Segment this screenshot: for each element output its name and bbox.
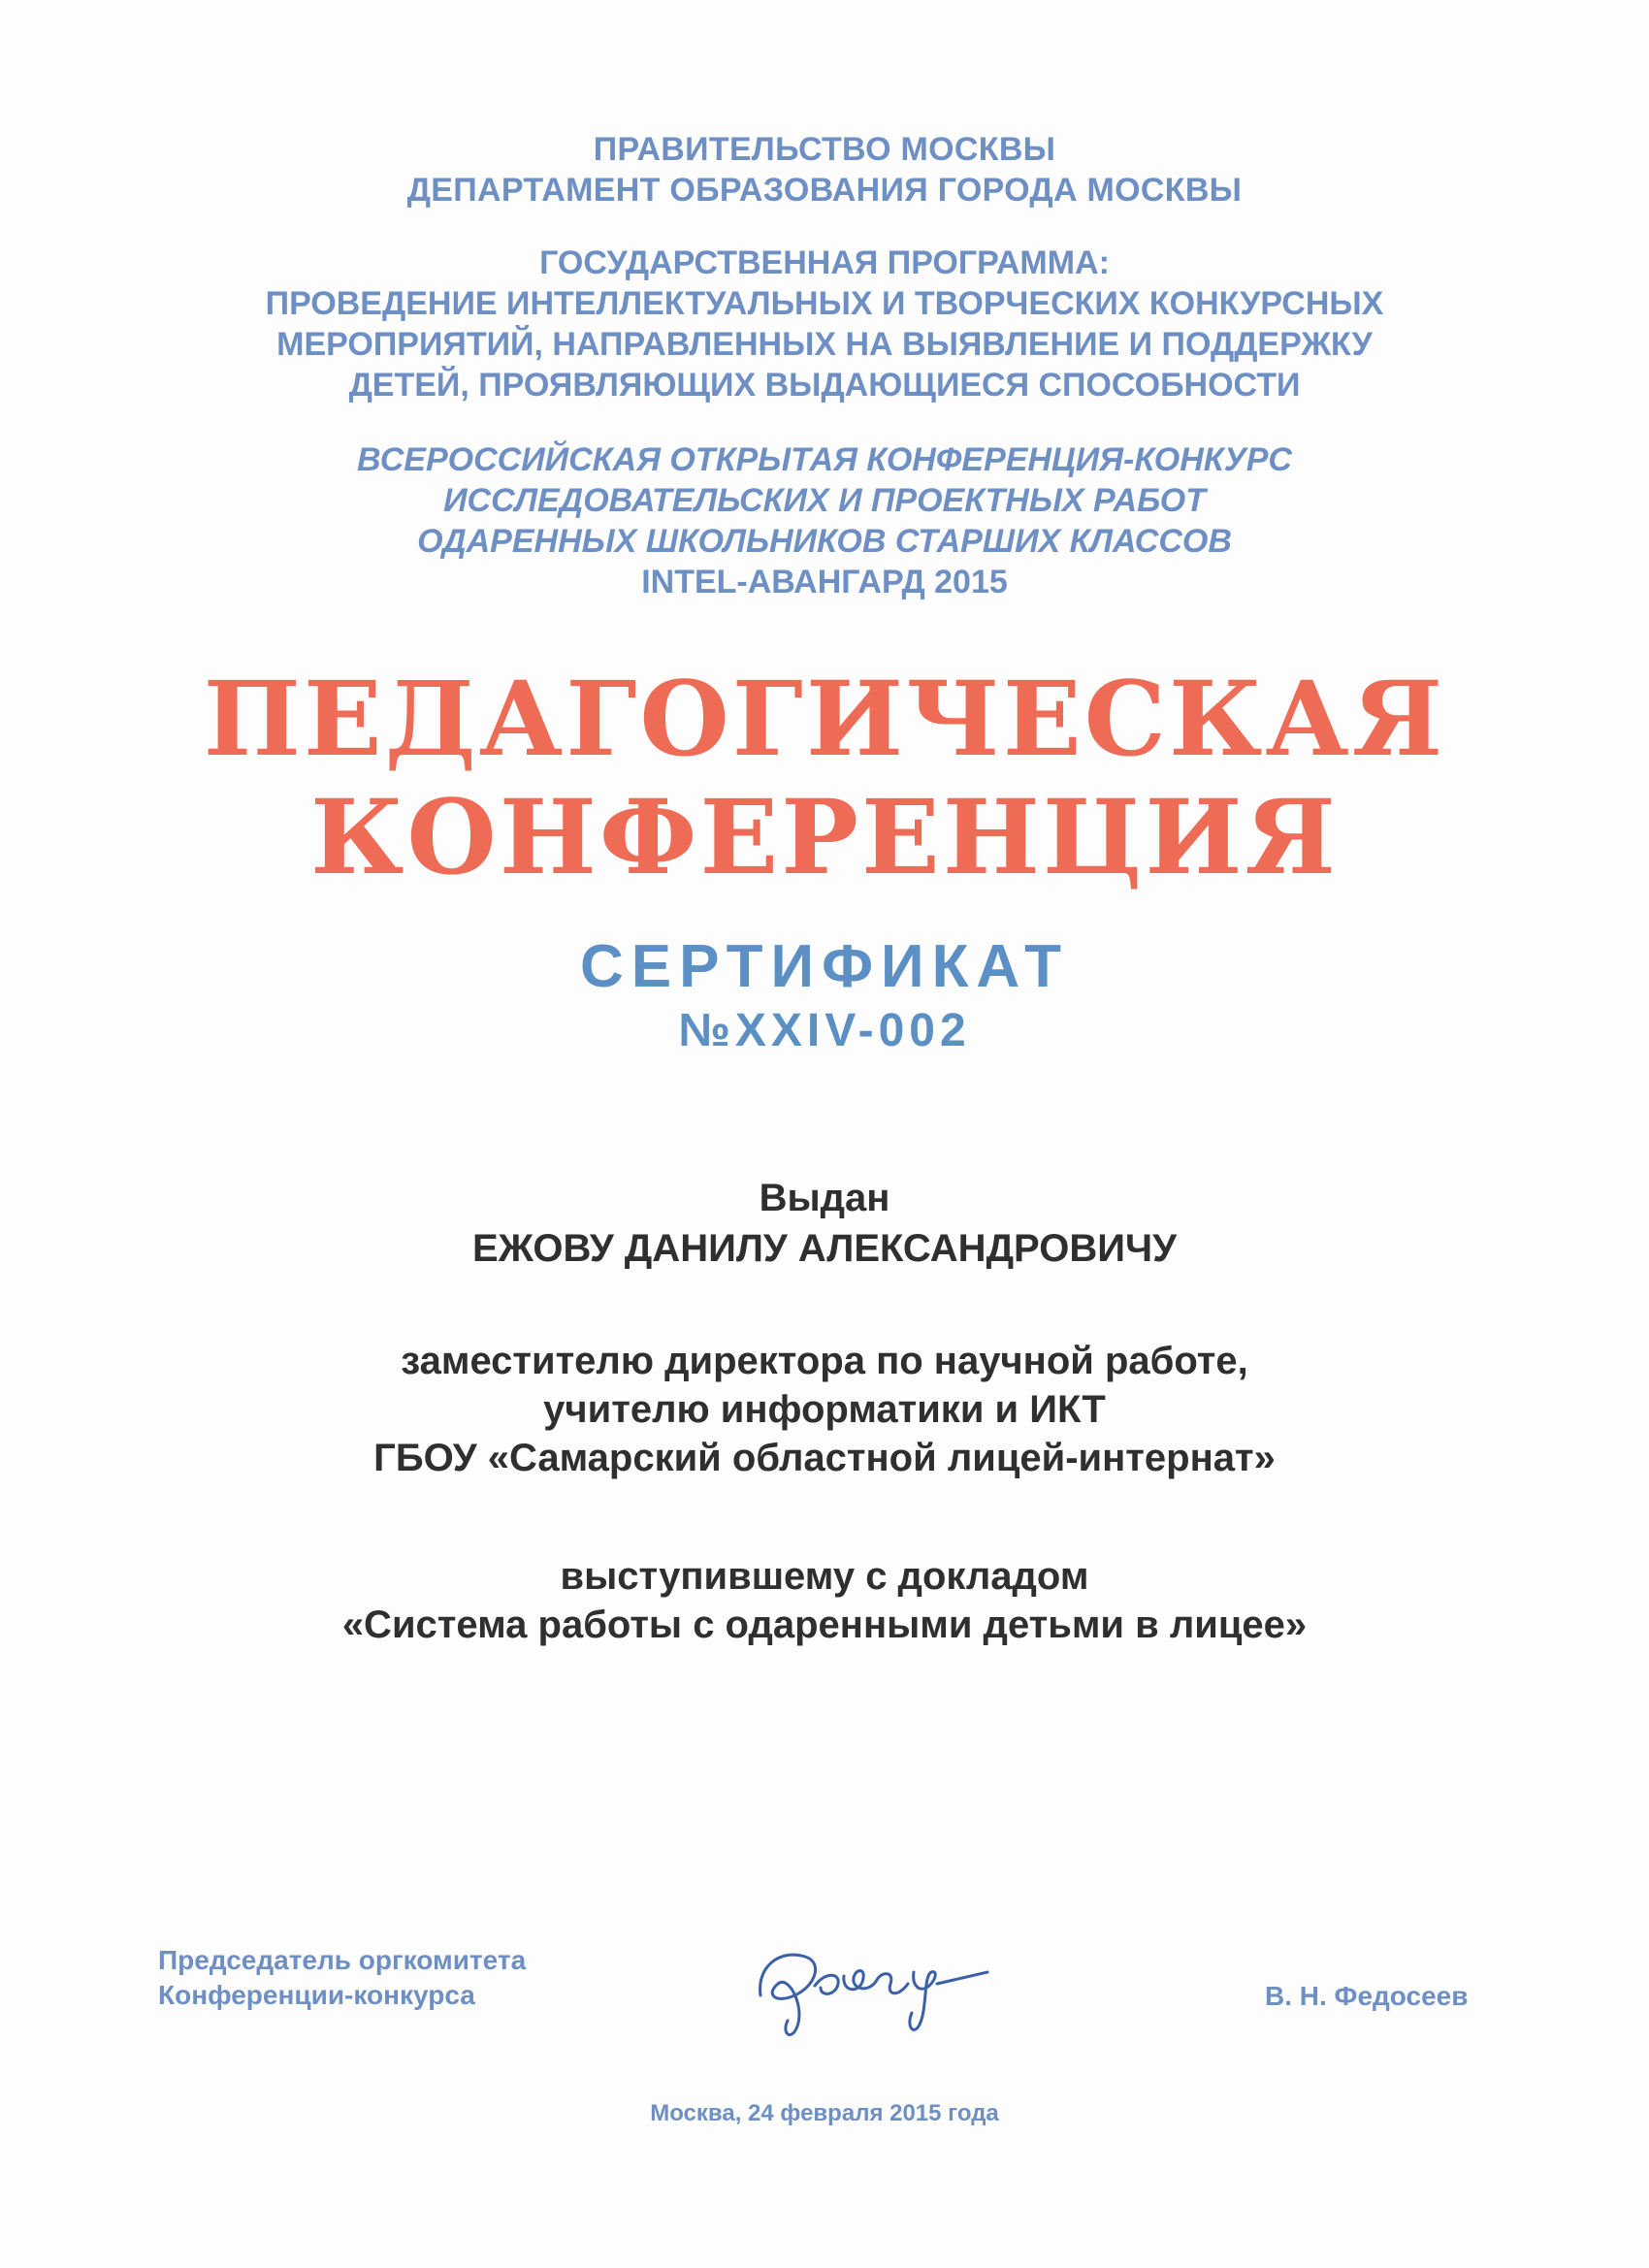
signer-name: В. Н. Федосеев bbox=[1265, 1981, 1469, 2011]
report-block bbox=[0, 1552, 1649, 1649]
report-title: «Система работы с одаренными детьми в лицее» bbox=[341, 1604, 1308, 1646]
contest-line: ВСЕРОССИЙСКАЯ ОТКРЫТАЯ КОНФЕРЕНЦИЯ-КОНКУРС bbox=[357, 441, 1292, 478]
position-line: учителю информатики и ИКТ bbox=[543, 1388, 1106, 1431]
department-name: ДЕПАРТАМЕНТ ОБРАЗОВАНИЯ ГОРОДА МОСКВЫ bbox=[406, 172, 1243, 209]
position-line: ГБОУ «Самарский областной лицей-интернат» bbox=[373, 1437, 1276, 1479]
issued-label: Выдан bbox=[759, 1177, 890, 1219]
title-line: ПЕДАГОГИЧЕСКАЯ bbox=[203, 658, 1446, 779]
recipient-position bbox=[0, 1337, 1649, 1482]
handwritten-signature bbox=[747, 1916, 999, 2052]
contest-block bbox=[0, 439, 1649, 602]
contest-line: INTEL-АВАНГАРД 2015 bbox=[641, 564, 1008, 600]
contest-line: ОДАРЕННЫХ ШКОЛЬНИКОВ СТАРШИХ КЛАССОВ bbox=[417, 523, 1232, 560]
chair-line: Председатель оргкомитета bbox=[158, 1945, 527, 1975]
conference-title bbox=[0, 660, 1649, 896]
program-line: МЕРОПРИЯТИЙ, НАПРАВЛЕННЫХ НА ВЫЯВЛЕНИЕ И ПОДДЕРЖКУ bbox=[276, 326, 1373, 363]
government-name: ПРАВИТЕЛЬСТВО МОСКВЫ bbox=[593, 131, 1056, 168]
issuer-header bbox=[0, 129, 1649, 211]
title-line: КОНФЕРЕНЦИЯ bbox=[310, 776, 1339, 897]
certificate-label: СЕРТИФИКАТ bbox=[580, 933, 1069, 1000]
position-line: заместителю директора по научной работе, bbox=[401, 1340, 1248, 1382]
place-and-date: Москва, 24 февраля 2015 года bbox=[650, 2100, 999, 2126]
chair-title bbox=[158, 1943, 526, 2013]
certificate-number: №XXIV-002 bbox=[678, 1005, 971, 1056]
contest-line: ИССЛЕДОВАТЕЛЬСКИХ И ПРОЕКТНЫХ РАБОТ bbox=[443, 482, 1206, 519]
program-block bbox=[0, 243, 1649, 405]
program-line: ДЕТЕЙ, ПРОЯВЛЯЮЩИХ ВЫДАЮЩИЕСЯ СПОСОБНОСТИ bbox=[348, 367, 1301, 404]
program-line: ПРОВЕДЕНИЕ ИНТЕЛЛЕКТУАЛЬНЫХ И ТВОРЧЕСКИХ КОНКУРСНЫХ bbox=[265, 285, 1384, 322]
report-line: выступившему с докладом bbox=[560, 1555, 1089, 1598]
chair-line: Конференции-конкурса bbox=[158, 1980, 475, 2010]
program-line: ГОСУДАРСТВЕННАЯ ПРОГРАММА: bbox=[539, 244, 1110, 281]
recipient-name: ЕЖОВУ ДАНИЛУ АЛЕКСАНДРОВИЧУ bbox=[472, 1227, 1177, 1270]
